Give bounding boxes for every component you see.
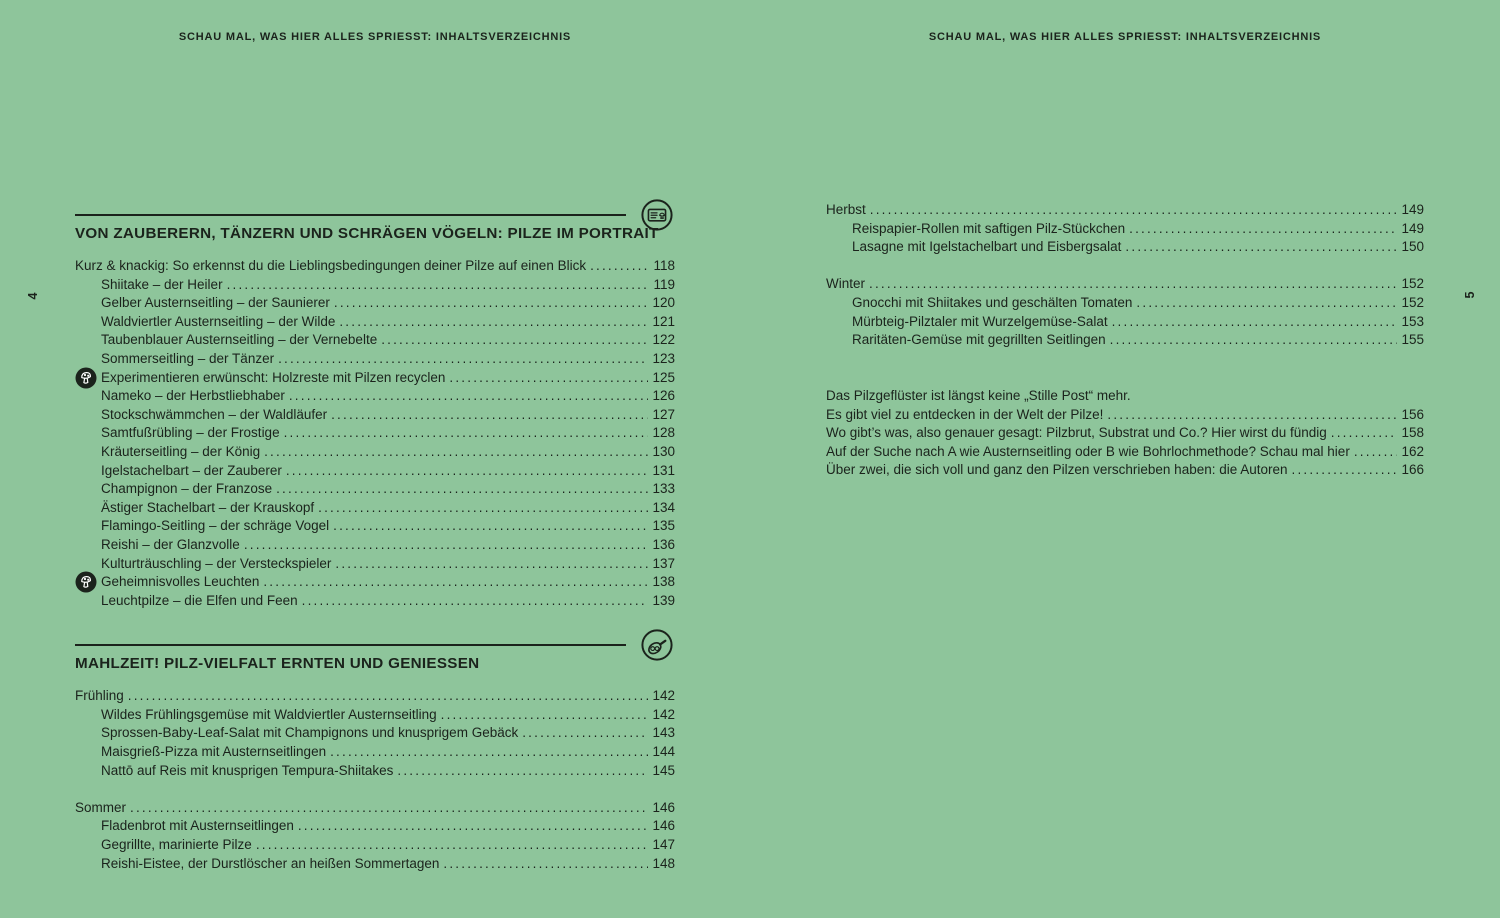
toc-entry-page: 146 (652, 818, 675, 834)
dot-leader (331, 555, 648, 574)
dot-leader (260, 443, 648, 462)
toc-entry-page: 128 (652, 425, 675, 441)
toc-entry-label: Gelber Austernseitling – der Saunierer (101, 295, 330, 311)
dot-leader (240, 536, 648, 555)
toc-entry (826, 406, 1424, 425)
toc-entry-label: Lasagne mit Igelstachelbart und Eisbergsalat (852, 239, 1122, 255)
toc-entry-label: Winter (826, 276, 866, 292)
toc-entry-label: Mürbteig-Pilztaler mit Wurzelgemüse-Salat (852, 313, 1108, 329)
running-head-right: SCHAU MAL, WAS HIER ALLES SPRIESST: INHALTSVERZEICHNIS (928, 31, 1322, 43)
toc-entry (75, 276, 675, 295)
toc-entry (826, 443, 1424, 462)
toc-entry-page: 130 (652, 443, 675, 459)
toc-entry-page: 122 (652, 332, 675, 348)
toc-column-right (826, 201, 1424, 480)
dot-leader (377, 331, 648, 350)
toc-entry (75, 406, 675, 425)
toc-entry-label: Waldviertler Austernseitling – der Wilde (101, 313, 336, 329)
toc-entry-label: Kulturträuschling – der Versteckspieler (101, 555, 332, 571)
dot-leader (326, 743, 648, 762)
toc-entry-page: 149 (1401, 220, 1424, 236)
dot-leader (865, 275, 1397, 294)
dot-leader (1121, 238, 1397, 257)
page-number-right: 5 (1463, 291, 1477, 299)
toc-entry (75, 350, 675, 369)
toc-entry-page: 134 (652, 499, 675, 515)
dot-leader (445, 369, 648, 388)
dot-leader (1106, 331, 1397, 350)
toc-entry-page: 138 (652, 574, 675, 590)
toc-entry-page: 145 (652, 762, 675, 778)
dot-leader (1103, 406, 1397, 425)
dot-leader (285, 387, 648, 406)
toc-entry-page: 153 (1401, 313, 1424, 329)
toc-entry-label: Nattō auf Reis mit knusprigen Tempura-Shiitakes (101, 762, 394, 778)
toc-entry (75, 462, 675, 481)
dot-leader (437, 706, 648, 725)
toc-entry (75, 706, 675, 725)
toc-entry-label: Kräuterseitling – der König (101, 443, 261, 459)
toc-entry (826, 294, 1424, 313)
toc-entry (75, 592, 675, 611)
section-title-meals: MAHLZEIT! PILZ-VIELFALT ERNTEN UND GENIESSEN (75, 655, 480, 673)
toc-entry-label: Maisgrieß-Pizza mit Austernseitlingen (101, 744, 327, 760)
dot-leader (1327, 424, 1397, 443)
toc-entry-page: 125 (652, 369, 675, 385)
dot-leader (223, 276, 648, 295)
toc-entry (75, 443, 675, 462)
toc-entry-label: Gnocchi mit Shiitakes und geschälten Tomaten (852, 294, 1133, 310)
toc-entry-page: 162 (1401, 443, 1424, 459)
toc-entry-label: Raritäten-Gemüse mit gegrillten Seitlingen (852, 332, 1106, 348)
toc-entry-label: Igelstachelbart – der Zauberer (101, 462, 282, 478)
mushroom-badge-icon (75, 571, 97, 593)
toc-entry (75, 387, 675, 406)
toc-entry-label: Nameko – der Herbstliebhaber (101, 388, 285, 404)
toc-entry (75, 536, 675, 555)
dot-leader (335, 313, 648, 332)
section-entries-portrait (75, 257, 675, 610)
dot-leader (298, 592, 648, 611)
toc-entry-label: Fladenbrot mit Austernseitlingen (101, 818, 294, 834)
toc-entry-page: 149 (1401, 202, 1424, 217)
toc-entry-page: 142 (652, 706, 675, 722)
toc-entry (75, 836, 675, 855)
toc-entry-page: 137 (652, 555, 675, 571)
toc-entry-label: Gegrillte, marinierte Pilze (101, 837, 252, 853)
toc-entry-page: 127 (652, 406, 675, 422)
toc-entry-label: Taubenblauer Austernseitling – der Vernebelte (101, 332, 378, 348)
toc-entry-label: Herbst (826, 202, 866, 217)
toc-entry (75, 573, 675, 592)
toc-entry-page: 135 (652, 518, 675, 534)
toc-entry-page: 126 (652, 388, 675, 404)
toc-entry (75, 817, 675, 836)
section-entries-continued (826, 201, 1424, 480)
toc-entry-label: Flamingo-Seitling – der schräge Vogel (101, 518, 330, 534)
toc-entry (826, 313, 1424, 332)
toc-entry-page: 155 (1401, 332, 1424, 348)
toc-entry-label: Experimentieren erwünscht: Holzreste mit Pilzen recyclen (101, 369, 446, 385)
toc-entry (75, 762, 675, 781)
toc-entry-label: Stockschwämmchen – der Waldläufer (101, 406, 328, 422)
toc-entry (75, 855, 675, 874)
toc-entry-label: Frühling (75, 688, 124, 704)
running-head-left: SCHAU MAL, WAS HIER ALLES SPRIESST: INHALTSVERZEICHNIS (178, 31, 572, 43)
section-rule (75, 214, 626, 216)
pan-icon (639, 627, 675, 663)
dot-leader (586, 257, 648, 276)
toc-entry-page: 150 (1401, 239, 1424, 255)
toc-entry-page: 143 (652, 725, 675, 741)
toc-entry-label: Sprossen-Baby-Leaf-Salat mit Champignons und knusprigem Gebäck (101, 725, 519, 741)
toc-entry-label: Leuchtpilze – die Elfen und Feen (101, 592, 298, 608)
toc-entry-page: 152 (1401, 294, 1424, 310)
toc-entry-label: Reishi – der Glanzvolle (101, 536, 240, 552)
toc-entry-label: Ästiger Stachelbart – der Krauskopf (101, 499, 315, 515)
toc-entry-label: Kurz & knackig: So erkennst du die Lieblingsbedingungen deiner Pilze auf einen Blick (75, 258, 587, 273)
toc-entry-page: 131 (652, 462, 675, 478)
section-entries-meals (75, 687, 675, 873)
dot-leader (1125, 220, 1397, 239)
toc-entry-label: Geheimnisvolles Leuchten (101, 574, 260, 590)
toc-entry-page: 139 (652, 592, 675, 608)
toc-entry-page: 120 (652, 295, 675, 311)
dot-leader (259, 573, 648, 592)
toc-entry-page: 148 (652, 855, 675, 871)
toc-entry (75, 424, 675, 443)
dot-leader (329, 517, 648, 536)
toc-entry-page: 144 (652, 744, 675, 760)
toc-entry (826, 461, 1424, 480)
toc-entry-label: Wildes Frühlingsgemüse mit Waldviertler Austernseitling (101, 706, 437, 722)
mushroom-badge-icon (75, 367, 97, 389)
dot-leader (272, 480, 648, 499)
toc-entry (826, 220, 1424, 239)
dot-leader (1132, 294, 1397, 313)
toc-entry-page: 142 (652, 688, 675, 704)
dot-leader (294, 817, 648, 836)
toc-entry (75, 687, 675, 706)
toc-entry-page: 119 (653, 276, 675, 292)
toc-entry-label: Reispapier-Rollen mit saftigen Pilz-Stückchen (852, 220, 1126, 236)
dot-leader (1288, 461, 1397, 480)
toc-entry-page: 118 (653, 258, 675, 273)
dot-leader (274, 350, 648, 369)
toc-entry-page: 146 (652, 799, 675, 815)
dot-leader (330, 294, 648, 313)
toc-entry-label: Es gibt viel zu entdecken in der Welt der Pilze! (826, 406, 1104, 422)
toc-entry (826, 424, 1424, 443)
toc-entry-label: Samtfußrübling – der Frostige (101, 425, 280, 441)
toc-entry (75, 799, 675, 818)
dot-leader (439, 855, 648, 874)
toc-entry-label: Shiitake – der Heiler (101, 276, 223, 292)
toc-entry-label: Sommer (75, 799, 127, 815)
toc-entry (75, 294, 675, 313)
toc-entry (75, 369, 675, 388)
toc-entry-label: Über zwei, die sich voll und ganz den Pilzen verschrieben haben: die Autoren (826, 462, 1288, 478)
toc-entry-label: Auf der Suche nach A wie Austernseitling oder B wie Bohrlochmethode? Schau mal hier (826, 443, 1350, 459)
toc-entry-page: 156 (1401, 406, 1424, 422)
toc-column-left (75, 197, 675, 873)
toc-entry-label: Wo gibt’s was, also genauer gesagt: Pilzbrut, Substrat und Co.? Hier wirst du fündig (826, 425, 1327, 441)
dot-leader (126, 799, 648, 818)
toc-entry (75, 480, 675, 499)
toc-entry-page: 166 (1401, 462, 1424, 478)
toc-entry (75, 499, 675, 518)
toc-entry-page: 123 (652, 350, 675, 366)
toc-entry-label: Champignon – der Franzose (101, 481, 273, 497)
dot-leader (1108, 313, 1397, 332)
toc-entry-label: Reishi-Eistee, der Durstlöscher an heißen Sommertagen (101, 855, 440, 871)
page-number-left: 4 (26, 292, 40, 300)
toc-entry-label: Das Pilzgeflüster ist längst keine „Stille Post“ mehr. (826, 387, 1131, 403)
toc-entry (75, 313, 675, 332)
toc-entry-label: Sommerseitling – der Tänzer (101, 350, 275, 366)
dot-leader (518, 724, 648, 743)
toc-entry-page: 133 (652, 481, 675, 497)
toc-entry (75, 743, 675, 762)
toc-entry-page: 147 (652, 837, 675, 853)
toc-entry (75, 257, 675, 276)
toc-entry (826, 201, 1424, 220)
dot-leader (1350, 443, 1397, 462)
dot-leader (393, 762, 648, 781)
toc-entry-page: 136 (652, 536, 675, 552)
section-rule (75, 644, 626, 646)
dot-leader (866, 201, 1397, 220)
dot-leader (282, 462, 648, 481)
toc-entry-page: 121 (652, 313, 675, 329)
dot-leader (327, 406, 648, 425)
dot-leader (280, 424, 648, 443)
toc-entry-page: 158 (1401, 425, 1424, 441)
toc-entry-page: 152 (1401, 276, 1424, 292)
dot-leader (252, 836, 648, 855)
toc-entry (826, 238, 1424, 257)
toc-entry (75, 517, 675, 536)
toc-entry (826, 275, 1424, 294)
toc-entry (75, 331, 675, 350)
toc-entry (75, 724, 675, 743)
dot-leader (314, 499, 648, 518)
toc-entry (75, 555, 675, 574)
toc-entry (826, 387, 1424, 406)
dot-leader (124, 687, 648, 706)
section-title-portrait: VON ZAUBERERN, TÄNZERN UND SCHRÄGEN VÖGELN: PILZE IM PORTRAIT (75, 225, 659, 242)
toc-entry (826, 331, 1424, 350)
